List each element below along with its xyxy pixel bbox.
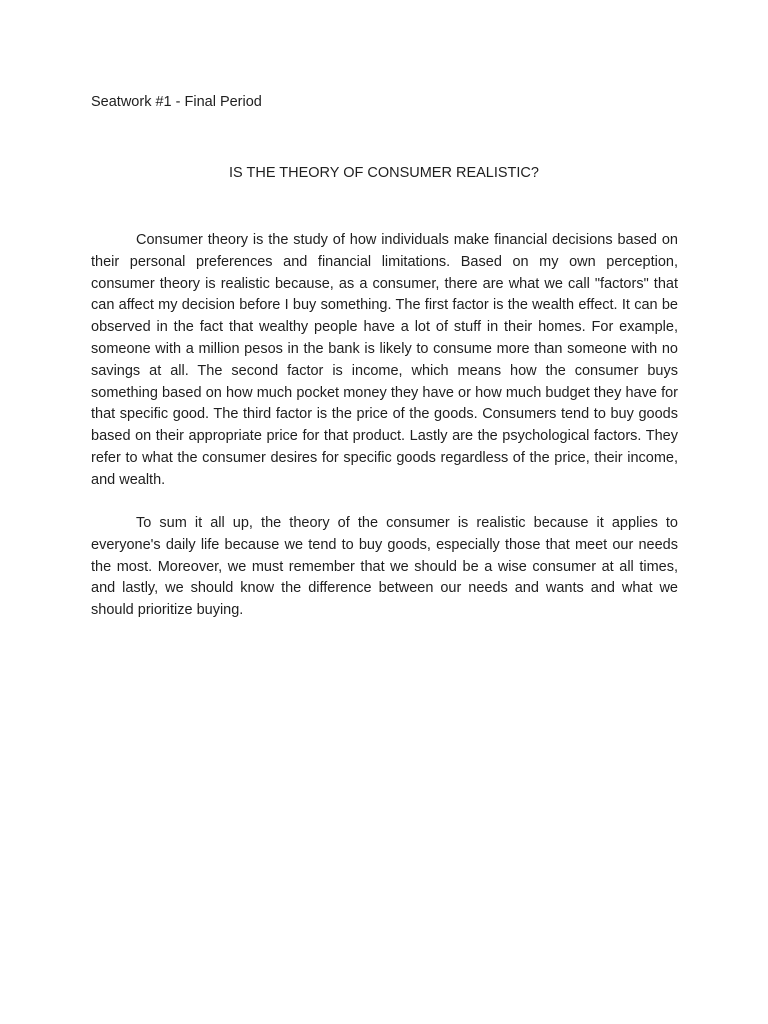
- body-paragraph-1: Consumer theory is the study of how individuals make financial decisions based on their personal preferences and financial limitations. Based on my own perception, consumer theory is realistic because, as a consumer, there are what we call "factors" that can affect my decision before I buy something. The first factor is the wealth effect. It can be observed in the fact that wealthy people have a lot of stuff in their homes. For example, someone with a million pesos in the bank is likely to consume more than someone with no savings at all. The second factor is income, which means how the consumer buys something based on how much pocket money they have or how much budget they have for that specific good. The third factor is the price of the goods. Consumers tend to buy goods based on their appropriate price for that product. Lastly are the psychological factors. They refer to what the consumer desires for specific goods regardless of the price, their income, and wealth.: [91, 232, 678, 488]
- body-paragraph-2: To sum it all up, the theory of the consumer is realistic because it applies to everyone's daily life because we tend to buy goods, especially those that meet our needs the most. Moreover, we must remember that we should be a wise consumer at all times, and lastly, we should know the difference between our needs and wants and what we should prioritize buying.: [91, 515, 678, 619]
- document-title: IS THE THEORY OF CONSUMER REALISTIC?: [229, 165, 539, 181]
- document-header: Seatwork #1 - Final Period: [91, 94, 262, 110]
